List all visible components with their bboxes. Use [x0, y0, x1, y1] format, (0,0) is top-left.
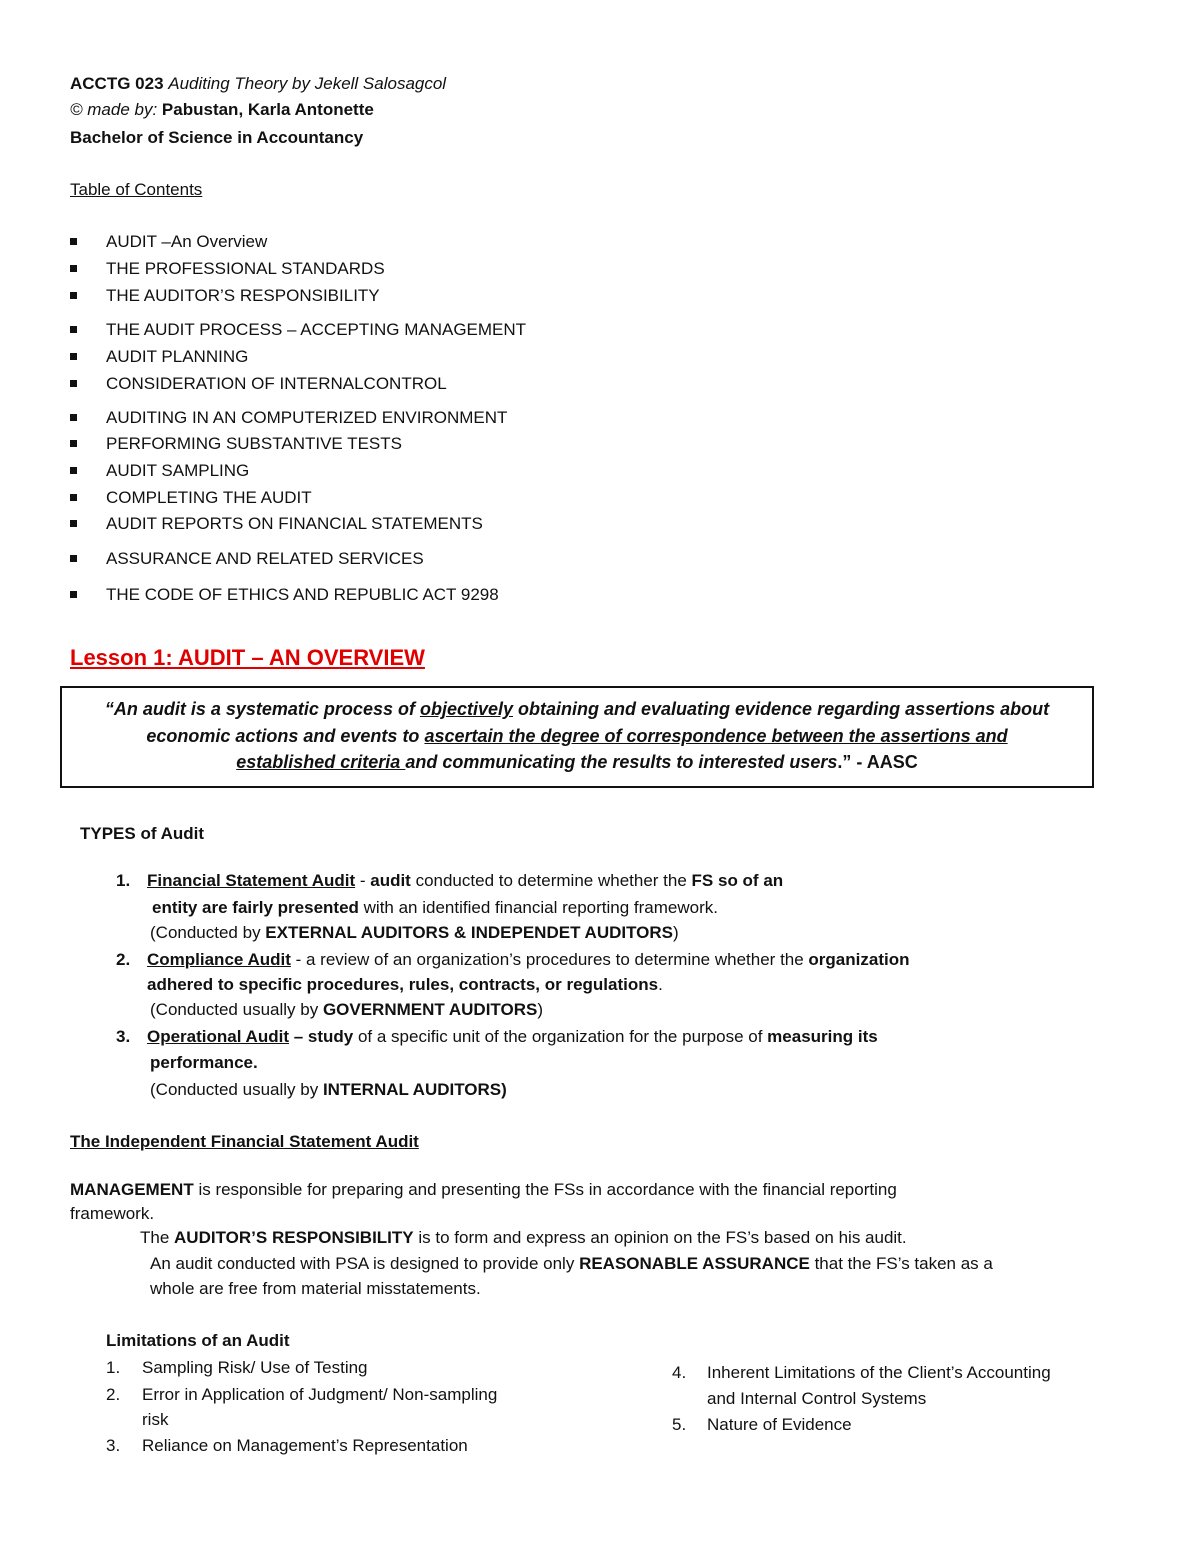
limitation-item: Inherent Limitations of the Client’s Accounting: [707, 1363, 1051, 1382]
type-text: - a review of an organization’s procedures to determine whether the: [290, 950, 809, 969]
type-text: conducted to determine whether the: [410, 871, 692, 890]
limitation-number: 5.: [672, 1415, 687, 1434]
type-2-line-1: [147, 950, 909, 970]
para-text: An audit conducted with PSA is designed to provide only: [150, 1254, 580, 1273]
para-text: is to form and express an opinion on the FS’s based on his audit.: [413, 1228, 907, 1247]
quote-text: “An audit is a systematic process of: [104, 699, 420, 719]
para-text: that the FS’s taken as a: [809, 1254, 993, 1273]
bullet-icon: [70, 436, 80, 450]
toc-item: CONSIDERATION OF INTERNALCONTROL: [106, 374, 447, 393]
course-code: ACCTG 023: [70, 74, 164, 93]
type-name: Operational Audit: [147, 1027, 289, 1046]
quote-line-3: [62, 752, 1092, 773]
type-1-line-1: [147, 871, 783, 891]
para-text: The: [140, 1228, 175, 1247]
type-1-line-3: [150, 923, 679, 943]
toc-item: AUDIT PLANNING: [106, 347, 249, 366]
course-line: [70, 74, 446, 94]
limitation-item: Sampling Risk/ Use of Testing: [142, 1358, 368, 1377]
limitations-heading: Limitations of an Audit: [106, 1331, 290, 1350]
type-number: 1.: [116, 871, 131, 890]
type-text-bold: organization: [808, 950, 910, 969]
made-by-label: © made by:: [70, 100, 158, 119]
type-text: with an identified financial reporting framework.: [358, 898, 718, 917]
reasonable-assurance-line-2: whole are free from material misstatements.: [150, 1279, 481, 1298]
limitation-item: Error in Application of Judgment/ Non-sampling: [142, 1385, 498, 1404]
type-text-bold: GOVERNMENT AUDITORS: [322, 1000, 538, 1019]
type-3-line-3: [150, 1080, 507, 1100]
type-text-bold: – study: [289, 1027, 354, 1046]
author-name: Pabustan, Karla Antonette: [161, 100, 374, 119]
type-text: .: [658, 975, 663, 994]
type-number: 3.: [116, 1027, 131, 1046]
limitation-number: 1.: [106, 1358, 121, 1377]
type-text-bold: FS: [691, 871, 714, 890]
type-text-bold: measuring its: [767, 1027, 878, 1046]
bullet-icon: [70, 261, 80, 275]
limitation-item-cont: and Internal Control Systems: [707, 1389, 927, 1408]
bullet-icon: [70, 551, 80, 565]
type-text: ): [673, 923, 679, 942]
type-text-bold: entity are fairly presented: [152, 898, 359, 917]
para-bold: MANAGEMENT: [70, 1180, 194, 1199]
type-text-bold: so of an: [713, 871, 784, 890]
toc-item: AUDIT –An Overview: [106, 232, 268, 251]
type-text: ): [537, 1000, 544, 1019]
bullet-icon: [70, 349, 80, 363]
para-bold: REASONABLE ASSURANCE: [579, 1254, 810, 1273]
type-text: (Conducted by: [150, 923, 266, 942]
toc-item: THE PROFESSIONAL STANDARDS: [106, 259, 385, 278]
toc-item: AUDITING IN AN COMPUTERIZED ENVIRONMENT: [106, 408, 508, 427]
type-text-bold: INTERNAL AUDITORS): [322, 1080, 507, 1099]
bullet-icon: [70, 516, 80, 530]
type-1-line-2: [152, 898, 718, 918]
type-text: (Conducted usually by: [150, 1000, 323, 1019]
toc-item: AUDIT REPORTS ON FINANCIAL STATEMENTS: [106, 514, 483, 533]
independent-audit-heading: The Independent Financial Statement Audit: [70, 1132, 419, 1151]
quote-emphasis: established criteria: [236, 752, 406, 772]
type-text-bold: adhered to specific procedures, rules, contracts, or regulations: [147, 975, 659, 994]
quote-text: and communicating the results to interested users: [405, 752, 838, 772]
auditor-responsibility-line: [140, 1228, 907, 1248]
limitation-item: Reliance on Management’s Representation: [142, 1436, 468, 1455]
type-text-bold: EXTERNAL AUDITORS & INDEPENDET AUDITORS: [265, 923, 674, 942]
toc-item: PERFORMING SUBSTANTIVE TESTS: [106, 434, 402, 453]
bullet-icon: [70, 410, 80, 424]
limitation-item-cont: risk: [142, 1410, 169, 1429]
bullet-icon: [70, 322, 80, 336]
toc-item: AUDIT SAMPLING: [106, 461, 250, 480]
toc-item: ASSURANCE AND RELATED SERVICES: [106, 549, 424, 568]
bullet-icon: [70, 234, 80, 248]
type-2-line-2: [147, 975, 663, 995]
type-text: -: [355, 871, 371, 890]
toc-item: THE CODE OF ETHICS AND REPUBLIC ACT 9298: [106, 585, 499, 604]
type-text-bold: audit: [370, 871, 411, 890]
management-paragraph-line-2: framework.: [70, 1204, 155, 1223]
quote-source: .” - AASC: [837, 752, 918, 772]
quote-line-2: [62, 726, 1092, 747]
reasonable-assurance-line-1: [150, 1254, 993, 1274]
quote-emphasis: objectively: [419, 699, 514, 719]
toc-item: COMPLETING THE AUDIT: [106, 488, 312, 507]
types-heading-bold: TYPES: [80, 824, 136, 843]
quote-line-1: [62, 699, 1092, 720]
toc-item: THE AUDIT PROCESS – ACCEPTING MANAGEMENT: [106, 320, 527, 339]
para-bold: AUDITOR’S RESPONSIBILITY: [174, 1228, 414, 1247]
limitation-number: 3.: [106, 1436, 121, 1455]
type-name: Compliance Audit: [147, 950, 291, 969]
bullet-icon: [70, 463, 80, 477]
toc-title: Table of Contents: [70, 180, 203, 199]
types-heading: [80, 824, 204, 844]
lesson-title: Lesson 1: AUDIT – AN OVERVIEW: [70, 645, 425, 670]
type-3-line-1: [147, 1027, 878, 1047]
bullet-icon: [70, 490, 80, 504]
type-text: of a specific unit of the organization for the purpose of: [353, 1027, 768, 1046]
type-3-line-2: performance.: [150, 1053, 258, 1072]
bullet-icon: [70, 376, 80, 390]
quote-text: economic actions and events to: [146, 726, 425, 746]
type-2-line-3: [150, 1000, 543, 1020]
bullet-icon: [70, 288, 80, 302]
types-heading-rest: of Audit: [135, 824, 205, 843]
type-text: (Conducted usually by: [150, 1080, 323, 1099]
para-text: is responsible for preparing and presenting the FSs in accordance with the financial reporting: [193, 1180, 897, 1199]
definition-quote-box: [60, 686, 1094, 788]
management-paragraph-line-1: [70, 1180, 897, 1200]
limitation-item: Nature of Evidence: [707, 1415, 852, 1434]
author-line: [70, 100, 374, 120]
quote-text: obtaining and evaluating evidence regarding assertions about: [513, 699, 1050, 719]
type-name: Financial Statement Audit: [147, 871, 356, 890]
toc-item: THE AUDITOR’S RESPONSIBILITY: [106, 286, 380, 305]
quote-emphasis: ascertain the degree of correspondence between the assertions and: [424, 726, 1008, 746]
bullet-icon: [70, 587, 80, 601]
limitation-number: 4.: [672, 1363, 687, 1382]
type-number: 2.: [116, 950, 131, 969]
program-name: Bachelor of Science in Accountancy: [70, 128, 364, 147]
limitation-number: 2.: [106, 1385, 121, 1404]
course-title: Auditing Theory by Jekell Salosagcol: [168, 74, 447, 93]
